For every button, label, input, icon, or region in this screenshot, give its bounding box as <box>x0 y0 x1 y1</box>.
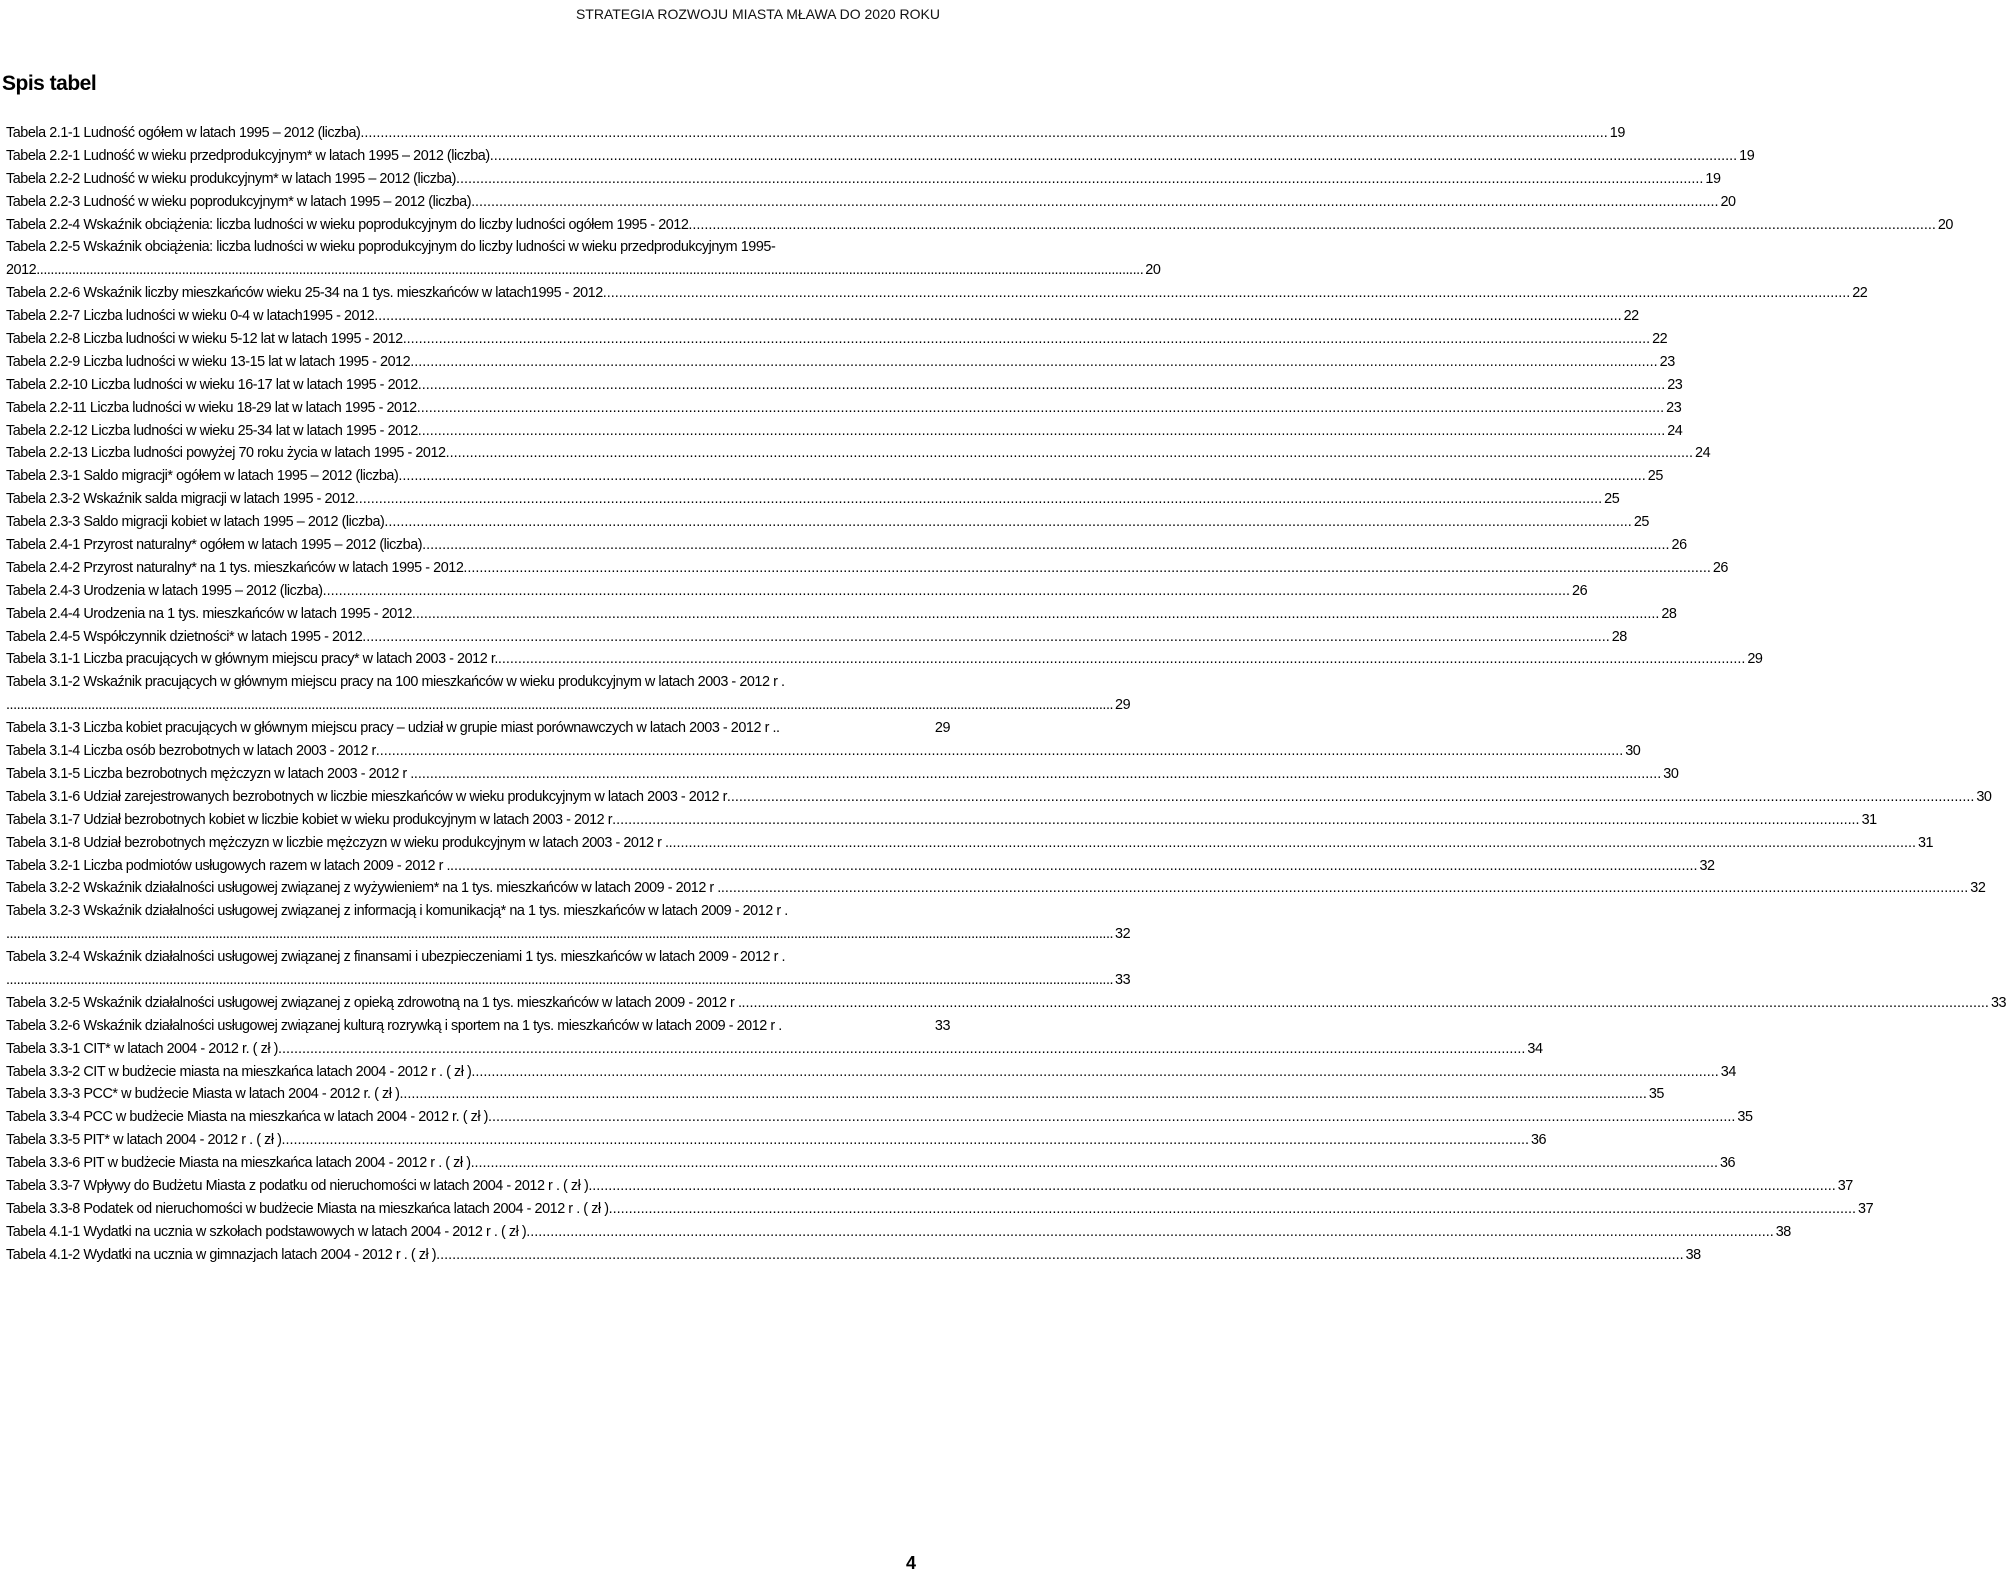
dot-leader <box>471 1061 1718 1084</box>
toc-entry[interactable] <box>6 877 1986 900</box>
dot-leader <box>398 465 1645 488</box>
toc-entry-page: 20 <box>1937 216 1953 233</box>
dot-leader <box>417 397 1664 420</box>
dot-leader <box>609 1198 1856 1221</box>
toc-entry[interactable] <box>6 214 1953 237</box>
toc-entry-page: 38 <box>1775 1223 1791 1240</box>
toc-entry-page: 28 <box>1661 605 1677 622</box>
section-title: Spis tabel <box>2 72 97 95</box>
toc-entry-page: 35 <box>1648 1086 1664 1103</box>
toc-entry-text: Tabela 3.3-3 PCC* w budżecie Miasta w latach 2004 - 2012 r. ( zł ) <box>6 1086 400 1103</box>
toc-entry[interactable] <box>6 328 1668 351</box>
toc-entry[interactable] <box>6 534 1687 557</box>
toc-entry-text: Tabela 2.2-12 Liczba ludności w wieku 25-34 lat w latach 1995 - 2012 <box>6 422 418 439</box>
toc-entry-text: Tabela 3.3-7 Wpływy do Budżetu Miasta z podatku od nieruchomości w latach 2004 - 2012 r . ( zł ) <box>6 1177 589 1194</box>
dot-leader <box>456 168 1703 191</box>
toc-entry-page: 29 <box>934 720 950 737</box>
toc-entry-page: 19 <box>1705 170 1721 187</box>
toc-entry-page: 37 <box>1837 1177 1853 1194</box>
dot-leader <box>360 122 1607 145</box>
toc-entry-page: 25 <box>1604 491 1620 508</box>
toc-entry[interactable] <box>6 671 1131 717</box>
toc-entry[interactable] <box>6 1083 1664 1106</box>
toc-entry-page: 30 <box>1625 743 1641 760</box>
dot-leader <box>418 374 1665 397</box>
dot-leader <box>418 420 1665 443</box>
toc-entry-page: 32 <box>1970 880 1986 897</box>
toc-entry-text: Tabela 3.1-8 Udział bezrobotnych mężczyzn w liczbie mężczyzn w wieku produkcyjnym w latach 2003 - 2012 r . <box>6 834 669 851</box>
dot-leader <box>669 832 1916 855</box>
toc-entry-text: Tabela 2.3-2 Wskaźnik salda migracji w latach 1995 - 2012 <box>6 491 355 508</box>
toc-entry-page: 23 <box>1667 376 1683 393</box>
toc-entry-text: Tabela 3.1-5 Liczba bezrobotnych mężczyzn w latach 2003 - 2012 r . <box>6 765 414 782</box>
toc-entry-continuation: 2012 <box>6 262 37 279</box>
dot-leader <box>436 1244 1683 1267</box>
dot-leader <box>688 214 1935 237</box>
toc-entry-text: Tabela 3.2-6 Wskaźnik działalności usługowej związanej kulturą rozrywką i sportem na 1 tys. mieszkańców w latach 2009 - 2012 r . <box>6 1017 782 1034</box>
dot-leader <box>6 923 1113 946</box>
dot-leader <box>362 626 1609 649</box>
toc-entry-page: 20 <box>1720 193 1736 210</box>
toc-entry-page: 26 <box>1572 582 1588 599</box>
toc-entry-text: Tabela 3.2-5 Wskaźnik działalności usługowej związanej z opieką zdrowotną na 1 tys. mieszkańców w latach 2009 - 2012 r . <box>6 994 742 1011</box>
dot-leader <box>374 305 1621 328</box>
toc-entry-page: 36 <box>1720 1155 1736 1172</box>
toc-entry-text: Tabela 2.2-1 Ludność w wieku przedprodukcyjnym* w latach 1995 – 2012 (liczba) <box>6 147 490 164</box>
toc-entry[interactable] <box>6 397 1682 420</box>
dot-leader <box>526 1221 1773 1244</box>
toc-entry-text: Tabela 3.2-3 Wskaźnik działalności usługowej związanej z informacją i komunikacją* na 1 tys. mieszkańców w latach 2009 - 2012 r . <box>6 903 788 920</box>
toc-entry[interactable] <box>6 855 1715 878</box>
toc-entry[interactable] <box>6 1038 1543 1061</box>
page-number: 4 <box>905 1553 916 1573</box>
toc-entry-page: 29 <box>1747 651 1763 668</box>
dot-leader <box>498 648 1745 671</box>
toc-entry-text: Tabela 3.1-2 Wskaźnik pracujących w głównym miejscu pracy na 100 mieszkańców w wieku produkcyjnym w latach 2003 - 2012 r . <box>6 674 785 691</box>
toc-entry-text: Tabela 2.2-8 Liczba ludności w wieku 5-12 lat w latach 1995 - 2012 <box>6 331 403 348</box>
toc-entry-page: 36 <box>1530 1132 1547 1149</box>
toc-entry-page: 38 <box>1685 1246 1701 1263</box>
toc-entry-text: Tabela 4.1-1 Wydatki na ucznia w szkołach podstawowych w latach 2004 - 2012 r . ( zł ) <box>6 1223 527 1240</box>
dot-leader <box>410 351 1657 374</box>
toc-entry[interactable] <box>6 420 1683 443</box>
toc-entry-text: Tabela 2.4-1 Przyrost naturalny* ogółem w latach 1995 – 2012 (liczba) <box>6 537 423 554</box>
toc-entry-text: Tabela 2.2-9 Liczba ludności w wieku 13-15 lat w latach 1995 - 2012 <box>6 353 411 370</box>
toc-entry-text: Tabela 2.1-1 Ludność ogółem w latach 1995 – 2012 (liczba) <box>6 125 361 141</box>
dot-leader <box>399 1083 1646 1106</box>
toc-entry-text: Tabela 2.4-5 Współczynnik dzietności* w latach 1995 - 2012 <box>6 628 363 645</box>
toc-entry[interactable] <box>6 1015 950 1038</box>
dot-leader <box>721 877 1968 900</box>
toc-entry-text: Tabela 2.2-5 Wskaźnik obciążenia: liczba ludności w wieku poprodukcyjnym do liczby ludności w wieku przedprodukcyjnym 1995- <box>6 239 776 256</box>
toc-entry[interactable] <box>6 1129 1547 1152</box>
toc-entry[interactable] <box>6 557 1728 580</box>
toc-entry-text: Tabela 3.2-1 Liczba podmiotów usługowych razem w latach 2009 - 2012 r . <box>6 857 451 874</box>
toc-entry[interactable] <box>6 900 1131 946</box>
toc-entry-text: Tabela 3.1-4 Liczba osób bezrobotnych w latach 2003 - 2012 r <box>6 743 376 760</box>
toc-entry-text: Tabela 3.1-1 Liczba pracujących w głównym miejscu pracy* w latach 2003 - 2012 r. <box>6 651 498 668</box>
dot-leader <box>588 1175 1835 1198</box>
toc-entry-text: Tabela 2.4-4 Urodzenia na 1 tys. mieszkańców w latach 1995 - 2012 <box>6 605 412 622</box>
toc-entry[interactable] <box>6 603 1677 626</box>
toc-entry-page: 26 <box>1671 537 1687 554</box>
toc-entry-text: Tabela 3.3-5 PIT* w latach 2004 - 2012 r . ( zł ) <box>6 1132 282 1149</box>
dot-leader <box>727 786 1974 809</box>
toc-entry-page: 37 <box>1858 1200 1874 1217</box>
toc-entry[interactable] <box>6 236 1161 282</box>
toc-entry-page: 24 <box>1695 445 1711 462</box>
dot-leader <box>384 511 1631 534</box>
dot-leader <box>742 992 1989 1015</box>
toc-entry[interactable] <box>6 717 950 740</box>
toc-entry-page: 23 <box>1666 399 1682 416</box>
toc-entry[interactable] <box>6 145 1755 168</box>
toc-entry-page: 19 <box>1739 147 1755 164</box>
toc-entry-page: 34 <box>1527 1040 1543 1057</box>
toc-entry-page: 30 <box>1663 765 1679 782</box>
dot-leader <box>463 557 1710 580</box>
toc-entry-text: Tabela 2.2-13 Liczba ludności powyżej 70 roku życia w latach 1995 - 2012 <box>6 445 446 462</box>
toc-entry-page: 28 <box>1611 628 1627 645</box>
toc-entry-text: Tabela 2.3-3 Saldo migracji kobiet w latach 1995 – 2012 (liczba) <box>6 514 385 531</box>
toc-entry[interactable] <box>6 511 1649 534</box>
toc-entry[interactable] <box>6 763 1679 786</box>
toc-entry[interactable] <box>6 832 1934 855</box>
toc-entry-page: 29 <box>1115 697 1131 714</box>
dot-leader <box>446 442 1693 465</box>
toc-entry-text: Tabela 2.2-10 Liczba ludności w wieku 16-17 lat w latach 1995 - 2012 <box>6 376 418 393</box>
toc-entry[interactable] <box>6 168 1721 191</box>
toc-entry-page: 19 <box>1609 125 1625 141</box>
toc-entry[interactable] <box>6 1106 1753 1129</box>
dot-leader <box>278 1038 1525 1061</box>
toc-entry-text: Tabela 3.2-2 Wskaźnik działalności usługowej związanej z wyżywieniem* na 1 tys. mieszkańców w latach 2009 - 2012 r . <box>6 880 721 897</box>
toc-entry-text: Tabela 2.3-1 Saldo migracji* ogółem w latach 1995 – 2012 (liczba) <box>6 468 399 485</box>
toc-entry-text: Tabela 3.3-8 Podatek od nieruchomości w budżecie Miasta na mieszkańca latach 2004 - 2012 r . ( zł ) <box>6 1200 609 1217</box>
toc-entry-page: 22 <box>1652 331 1668 348</box>
dot-leader <box>36 259 1143 282</box>
toc-entry[interactable] <box>6 626 1627 649</box>
toc-entry[interactable] <box>6 488 1620 511</box>
toc-entry-page: 32 <box>1115 926 1131 943</box>
toc-entry-page: 31 <box>1861 811 1877 828</box>
toc-entry-text: Tabela 4.1-2 Wydatki na ucznia w gimnazjach latach 2004 - 2012 r . ( zł ) <box>6 1246 437 1263</box>
dot-leader <box>450 855 1697 878</box>
toc-entry[interactable] <box>6 1198 1874 1221</box>
toc-entry[interactable] <box>6 740 1641 763</box>
dot-leader <box>403 328 1650 351</box>
toc-entry-page: 34 <box>1720 1063 1736 1080</box>
toc-entry-page: 32 <box>1699 857 1715 874</box>
toc-entry-page: 31 <box>1918 834 1934 851</box>
toc-entry-text: Tabela 2.2-3 Ludność w wieku poprodukcyjnym* w latach 1995 – 2012 (liczba) <box>6 193 472 210</box>
toc-entry[interactable] <box>6 786 1992 809</box>
toc-entry[interactable] <box>6 442 1711 465</box>
toc-entry-text: Tabela 3.1-3 Liczba kobiet pracujących w głównym miejscu pracy – udział w grupie miast porównawczych w latach 2003 - 2012 r .. <box>6 720 780 737</box>
dot-leader <box>412 603 1659 626</box>
toc-entry-text: Tabela 3.1-7 Udział bezrobotnych kobiet w liczbie kobiet w wieku produkcyjnym w latach 2003 - 2012 r <box>6 811 613 828</box>
toc-entry[interactable] <box>6 1152 1736 1175</box>
toc-entry-page: 33 <box>1115 971 1131 988</box>
toc-entry[interactable] <box>6 305 1639 328</box>
toc-entry-text: Tabela 3.1-6 Udział zarejestrowanych bezrobotnych w liczbie mieszkańców w wieku produkcyjnym w latach 2003 - 2012 r <box>6 788 727 805</box>
dot-leader <box>471 1152 1718 1175</box>
toc-entry[interactable] <box>6 809 1877 832</box>
toc-entry[interactable] <box>6 122 1625 145</box>
dot-leader <box>414 763 1661 786</box>
dot-leader <box>6 694 1113 717</box>
dot-leader <box>603 282 1850 305</box>
toc-entry-text: Tabela 2.2-7 Liczba ludności w wieku 0-4 w latach1995 - 2012 <box>6 308 375 325</box>
toc-entry[interactable] <box>6 374 1683 397</box>
toc-entry-text: Tabela 2.2-4 Wskaźnik obciążenia: liczba ludności w wieku poprodukcyjnym do liczby ludności ogółem 1995 - 2012 <box>6 216 689 233</box>
toc-entry-page: 25 <box>1633 514 1649 531</box>
dot-leader <box>355 488 1602 511</box>
toc-entry-page: 22 <box>1852 285 1868 302</box>
toc-entry-page: 24 <box>1667 422 1683 439</box>
dot-leader <box>490 145 1737 168</box>
dot-leader <box>376 740 1623 763</box>
toc-entry-page: 35 <box>1737 1109 1753 1126</box>
dot-leader <box>282 1129 1529 1152</box>
toc-entry-text: Tabela 2.4-2 Przyrost naturalny* na 1 tys. mieszkańców w latach 1995 - 2012 <box>6 559 464 576</box>
toc-entry-text: Tabela 3.3-4 PCC w budżecie Miasta na mieszkańca w latach 2004 - 2012 r. ( zł ) <box>6 1109 488 1126</box>
toc-entry-page: 22 <box>1623 308 1639 325</box>
toc-entry-text: Tabela 2.2-2 Ludność w wieku produkcyjnym* w latach 1995 – 2012 (liczba) <box>6 170 456 187</box>
table-of-contents <box>6 122 2006 1267</box>
toc-entry[interactable] <box>6 465 1663 488</box>
toc-entry[interactable] <box>6 191 1736 214</box>
dot-leader <box>488 1106 1735 1129</box>
dot-leader <box>612 809 1859 832</box>
toc-entry-page: 26 <box>1712 559 1728 576</box>
toc-entry[interactable] <box>6 648 1763 671</box>
toc-entry[interactable] <box>6 1061 1736 1084</box>
toc-entry-text: Tabela 3.3-2 CIT w budżecie miasta na mieszkańca latach 2004 - 2012 r . ( zł ) <box>6 1063 472 1080</box>
toc-entry-page: 33 <box>1990 994 2006 1011</box>
toc-entry-text: Tabela 2.4-3 Urodzenia w latach 1995 – 2012 (liczba) <box>6 582 323 599</box>
toc-entry[interactable] <box>6 580 1588 603</box>
dot-leader <box>422 534 1669 557</box>
toc-entry-text: Tabela 2.2-6 Wskaźnik liczby mieszkańców wieku 25-34 na 1 tys. mieszkańców w latach1995 - 2012 <box>6 285 603 302</box>
toc-entry-page: 33 <box>934 1017 950 1034</box>
dot-leader <box>6 969 1113 992</box>
toc-entry-page: 30 <box>1976 788 1992 805</box>
toc-entry-page: 20 <box>1145 262 1161 279</box>
dot-leader <box>323 580 1570 603</box>
running-header: STRATEGIA ROZWOJU MIASTA MŁAWA DO 2020 ROKU <box>575 6 940 22</box>
toc-entry-page: 23 <box>1659 353 1675 370</box>
toc-entry[interactable] <box>6 282 1868 305</box>
toc-entry[interactable] <box>6 1244 1701 1267</box>
toc-entry[interactable] <box>6 1175 1853 1198</box>
toc-entry-text: Tabela 3.2-4 Wskaźnik działalności usługowej związanej z finansami i ubezpieczeniami 1 tys. mieszkańców w latach 2009 - 2012 r . <box>6 949 786 966</box>
toc-entry-text: Tabela 3.3-1 CIT* w latach 2004 - 2012 r. ( zł ) <box>6 1040 278 1057</box>
dot-leader <box>471 191 1718 214</box>
toc-entry[interactable] <box>6 992 2006 1015</box>
toc-entry-text: Tabela 2.2-11 Liczba ludności w wieku 18-29 lat w latach 1995 - 2012 <box>6 399 417 416</box>
toc-entry-text: Tabela 3.3-6 PIT w budżecie Miasta na mieszkańca latach 2004 - 2012 r . ( zł ) <box>6 1155 471 1172</box>
toc-entry-page: 25 <box>1647 468 1663 485</box>
toc-entry[interactable] <box>6 1221 1791 1244</box>
toc-entry[interactable] <box>6 946 1131 992</box>
toc-entry[interactable] <box>6 351 1675 374</box>
